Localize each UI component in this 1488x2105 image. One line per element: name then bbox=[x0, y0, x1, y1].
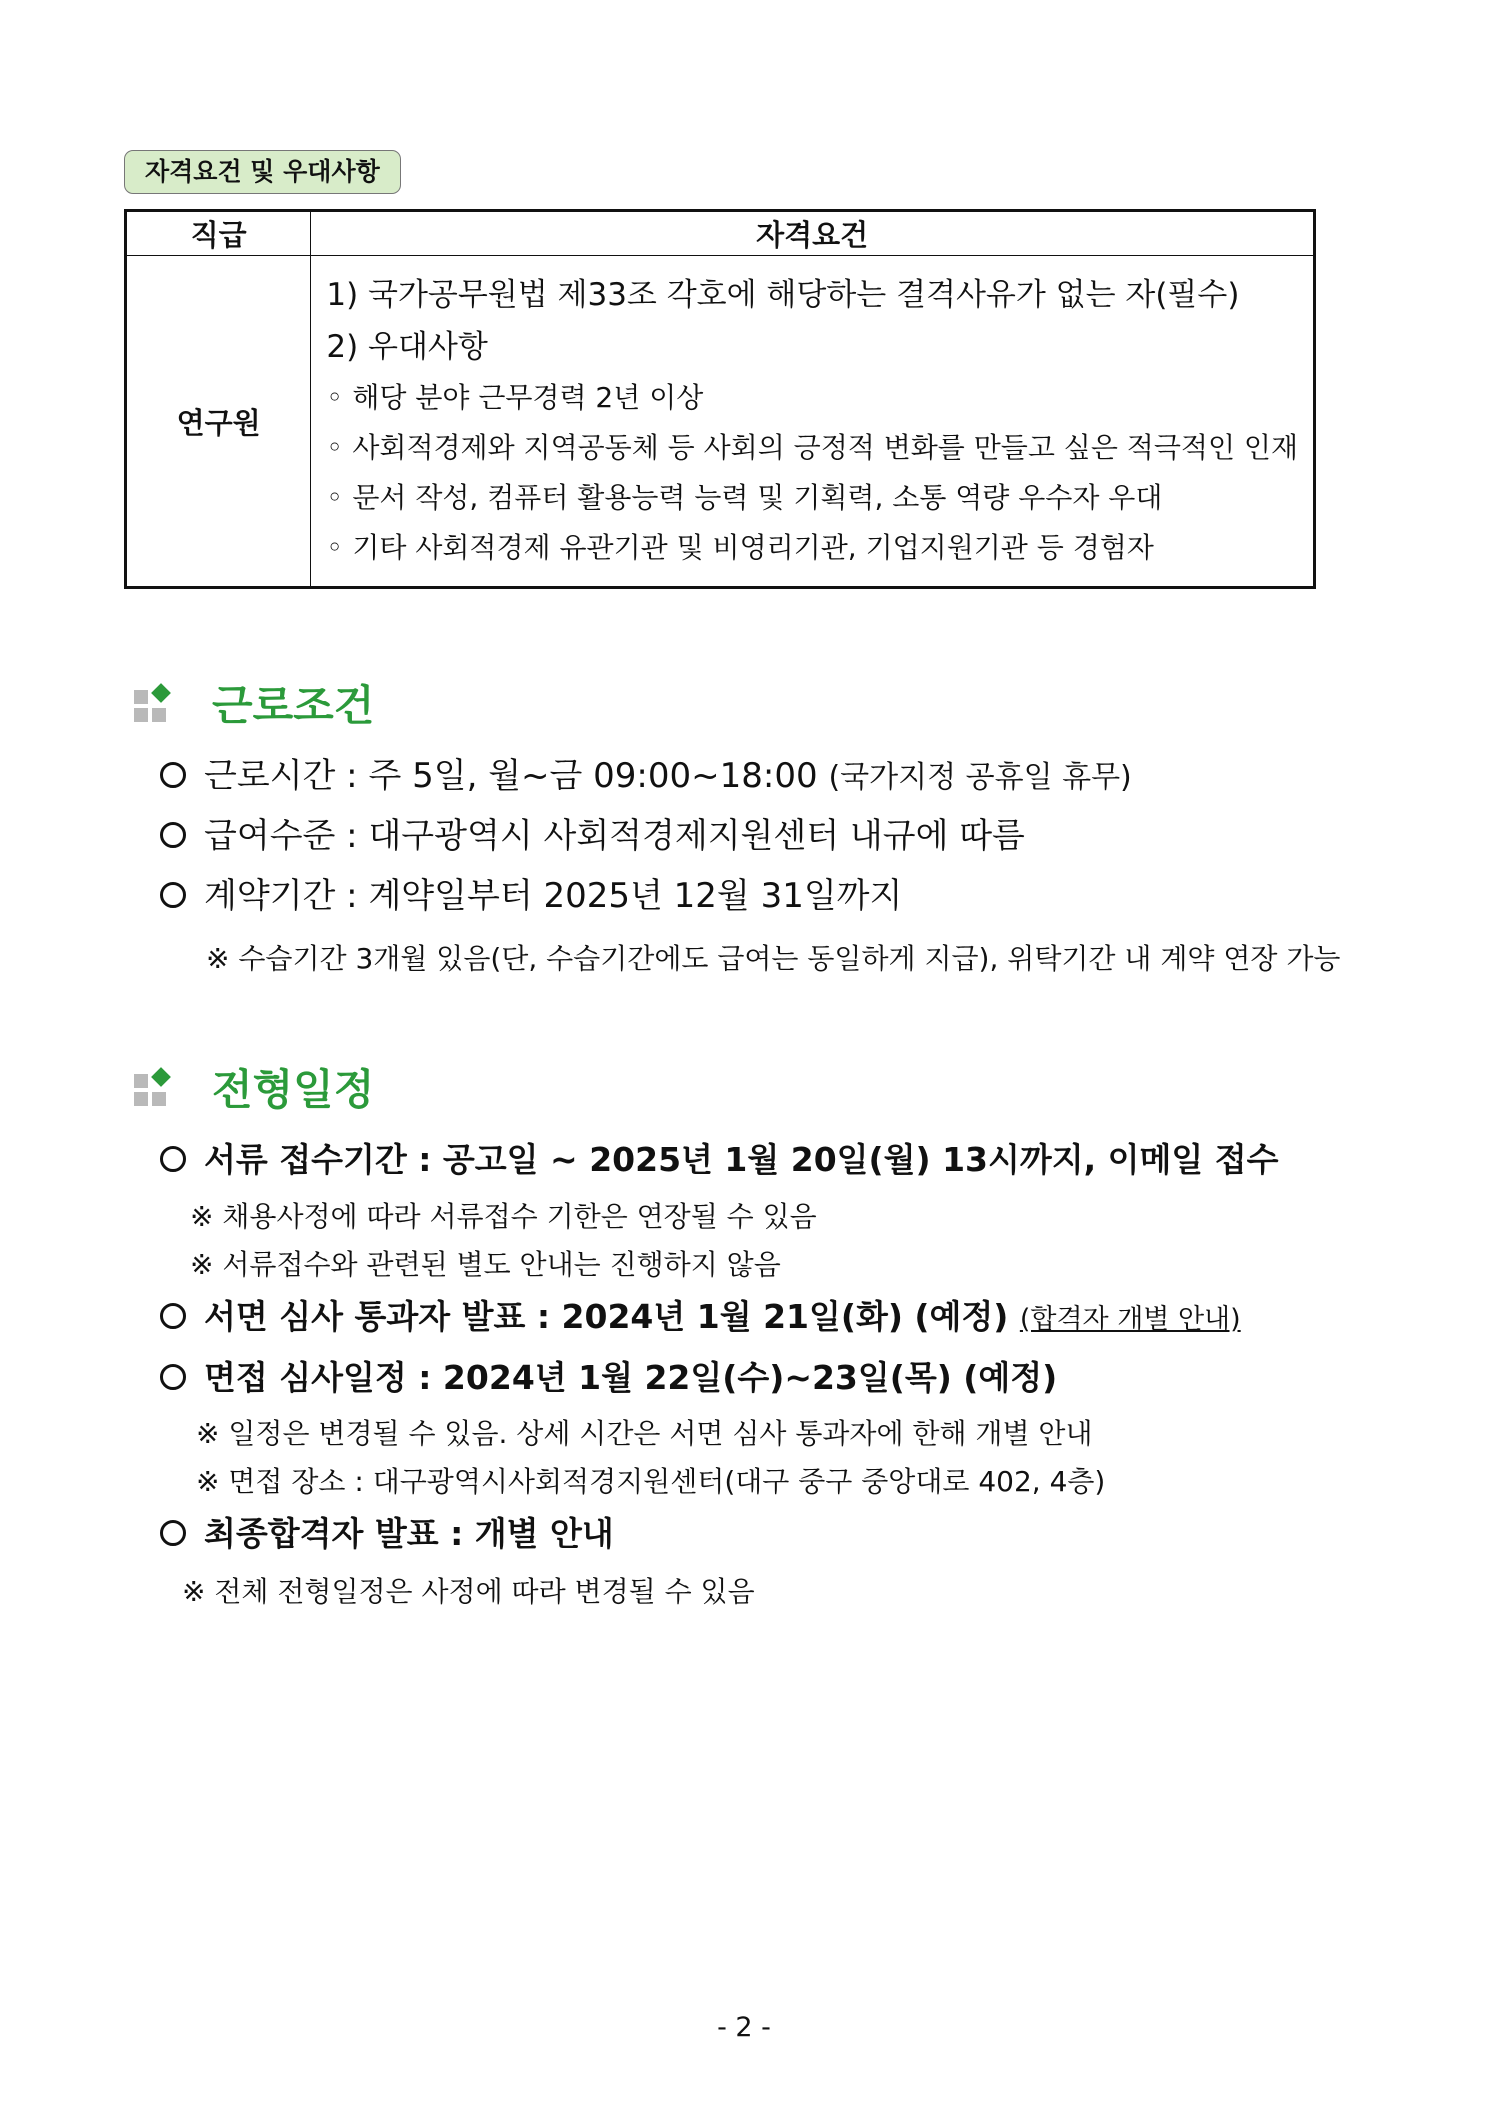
final-result: 최종합격자 발표 : 개별 안내 bbox=[204, 1514, 614, 1553]
document-period: 서류 접수기간 : 공고일 ~ 2025년 1월 20일(월) 13시까지, 이메일 접수 bbox=[204, 1140, 1279, 1179]
circle-bullet-icon bbox=[160, 1146, 186, 1172]
list-item bbox=[160, 872, 902, 920]
preference-item bbox=[326, 423, 1298, 473]
circle-bullet-icon bbox=[160, 762, 186, 788]
requirement-2: 2) 우대사항 bbox=[326, 329, 488, 365]
preference-item bbox=[326, 523, 1298, 573]
header-rank: 직급 bbox=[126, 211, 311, 256]
interview-note-2: ※ 면접 장소 : 대구광역시사회적경지원센터(대구 중구 중앙대로 402, 4층) bbox=[196, 1465, 1106, 1498]
circle-bullet-icon bbox=[160, 1303, 186, 1329]
bullet-icon: ◦ bbox=[326, 381, 343, 414]
page-number: - 2 - bbox=[717, 2012, 771, 2043]
section-title-schedule: 전형일정 bbox=[212, 1065, 375, 1114]
preference-text: 문서 작성, 컴퓨터 활용능력 능력 및 기획력, 소통 역량 우수자 우대 bbox=[352, 481, 1163, 514]
preference-text: 기타 사회적경제 유관기관 및 비영리기관, 기업지원기관 등 경험자 bbox=[352, 531, 1154, 564]
interview-note-1: ※ 일정은 변경될 수 있음. 상세 시간은 서면 심사 통과자에 한해 개별 안내 bbox=[196, 1417, 1093, 1450]
work-hours-note: (국가지정 공휴일 휴무) bbox=[828, 760, 1132, 795]
work-hours: 근로시간 : 주 5일, 월~금 09:00~18:00 bbox=[204, 756, 818, 796]
section-bullet-icon bbox=[134, 1074, 174, 1114]
circle-bullet-icon bbox=[160, 1364, 186, 1390]
preference-item bbox=[326, 373, 1298, 423]
requirement-1: 1) 국가공무원법 제33조 각호에 해당하는 결격사유가 없는 자(필수) bbox=[326, 277, 1240, 313]
document-note-1: ※ 채용사정에 따라 서류접수 기한은 연장될 수 있음 bbox=[190, 1200, 817, 1233]
section-bullet-icon bbox=[134, 690, 174, 730]
requirements-cell bbox=[311, 256, 1315, 588]
document-note-2: ※ 서류접수와 관련된 별도 안내는 진행하지 않음 bbox=[190, 1248, 781, 1281]
bullet-icon: ◦ bbox=[326, 431, 343, 464]
preference-text: 해당 분야 근무경력 2년 이상 bbox=[352, 381, 704, 414]
list-item bbox=[160, 812, 1025, 860]
bullet-icon: ◦ bbox=[326, 531, 343, 564]
header-requirements: 자격요건 bbox=[311, 211, 1315, 256]
list-item bbox=[160, 1293, 1241, 1344]
qualification-table bbox=[124, 209, 1316, 589]
table-row bbox=[126, 256, 1315, 588]
contract-note: ※ 수습기간 3개월 있음(단, 수습기간에도 급여는 동일하게 지급), 위탁기간 내 계약 연장 가능 bbox=[206, 942, 1341, 975]
written-result: 서면 심사 통과자 발표 : 2024년 1월 21일(화) (예정) bbox=[204, 1297, 1009, 1336]
section-title-work: 근로조건 bbox=[212, 681, 375, 730]
qualification-tag: 자격요건 및 우대사항 bbox=[124, 150, 401, 194]
table-header-row bbox=[126, 211, 1315, 256]
bullet-icon: ◦ bbox=[326, 481, 343, 514]
circle-bullet-icon bbox=[160, 1520, 186, 1546]
circle-bullet-icon bbox=[160, 822, 186, 848]
contract-period: 계약기간 : 계약일부터 2025년 12월 31일까지 bbox=[204, 876, 903, 916]
list-item bbox=[160, 1136, 1279, 1184]
preference-text: 사회적경제와 지역공동체 등 사회의 긍정적 변화를 만들고 싶은 적극적인 인재 bbox=[352, 431, 1298, 464]
circle-bullet-icon bbox=[160, 882, 186, 908]
pay-level: 급여수준 : 대구광역시 사회적경제지원센터 내규에 따름 bbox=[204, 816, 1025, 856]
list-item bbox=[160, 1354, 1057, 1402]
preference-item bbox=[326, 473, 1298, 523]
interview-schedule: 면접 심사일정 : 2024년 1월 22일(수)~23일(목) (예정) bbox=[204, 1358, 1058, 1397]
written-result-note: (합격자 개별 안내) bbox=[1019, 1304, 1241, 1335]
list-item bbox=[160, 1510, 614, 1558]
final-note: ※ 전체 전형일정은 사정에 따라 변경될 수 있음 bbox=[182, 1575, 755, 1608]
rank-cell: 연구원 bbox=[126, 256, 311, 588]
list-item bbox=[160, 752, 1132, 802]
